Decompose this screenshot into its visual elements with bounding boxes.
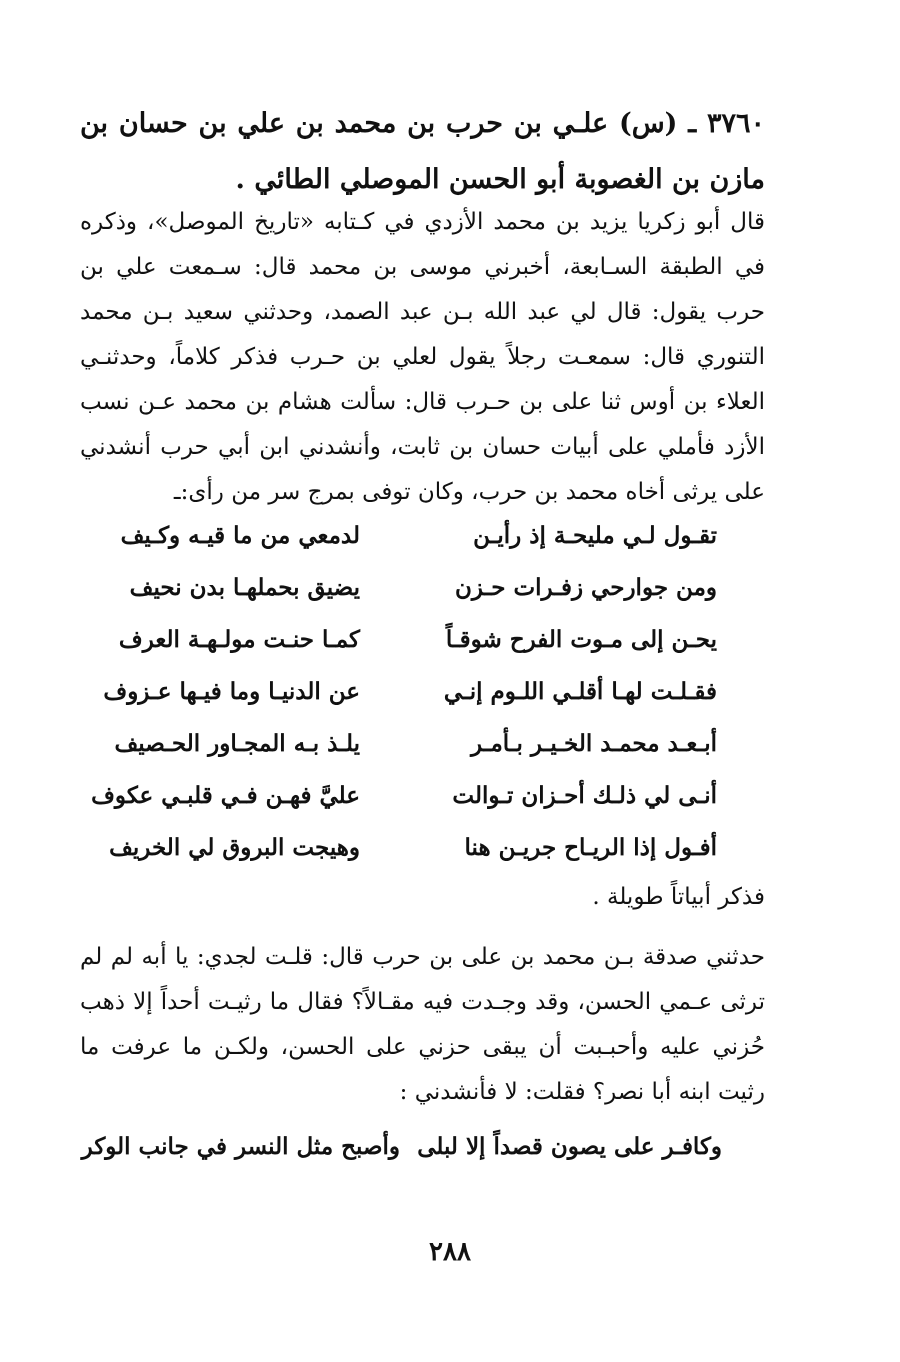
entry-paragraph-1: قال أبو زكريا يزيد بن محمد الأزدي في كـتابه «تاريخ الموصل»، وذكره في الطبقة السـابعة، أخبرني موسى بن محمد قال: سـمعت علي بن حرب يقول: قال لي عبد الله بـن عبد الصمد، وحدثني سعيد بـن محمد التنوري قال: سمعـت رجلاً يقول لعلي بن حـرب فذكر كلاماً، وحدثنـي العلاء بن أوس ثنا على بن حـرب قال: سألت هشام بن محمد عـن نسب الأزد فأملي على أبيات حسان بن ثابت، وأنشدني ابن أبي حرب أنشدني على يرثى أخاه محمد بن حرب، وكان توفى بمرج سر من رأى:ـ <box>80 209 765 505</box>
poem-1-verse-3-second: كمـا حنـت مولـهـة العرف <box>118 626 360 653</box>
verses-note: فذكر أبياتاً طويلة . <box>592 884 765 910</box>
poem-2-verse-1-first: وكافـر على يصون قصداً إلا لبلى <box>417 1133 722 1160</box>
poem-1-verse-5-second: يلـذ بـه المجـاور الحـصيف <box>114 730 360 757</box>
poem-1-verse-6-second: عليَّ فهـن فـي قلبـي عكوف <box>91 782 360 809</box>
poem-2-verse-1-second: وأصبح مثل النسر في جانب الوكر <box>81 1133 400 1160</box>
entry-paragraph-2: حدثني صدقة بـن محمد بن على بن حرب قال: قلـت لجدي: يا أبه لم لم ترثى عـمي الحسن، وقد وجـدت فيه مقـالاً؟ فقال ما رثيـت أحداً إلا ذهب حُزني عليه وأحبـبت أن يبقى حزني على الحسن، ولكـن ما عرفت ما رثيت ابنه أبا نصر؟ فقلت: لا فأنشدني : <box>80 944 765 1105</box>
entry-heading: ٣٧٦٠ ـ (س) علـي بن حرب بن محمد بن علي بن حسان بن مازن بن الغصوبة أبو الحسن الموصلي الطائي . <box>80 108 765 195</box>
page-number: ٢٨٨ <box>429 1237 471 1267</box>
poem-1-verse-7-first: أفـول إذا الريـاح جريـن هنا <box>464 834 717 861</box>
poem-1-verse-5-first: أبـعـد محمـد الخـيـر بـأمـر <box>471 730 717 757</box>
poem-1-verse-7-second: وهيجت البروق لي الخريف <box>109 834 360 861</box>
poem-1-verse-4-first: فقـلـت لهـا أقلـي اللـوم إنـي <box>443 678 717 705</box>
poem-1-verse-2-first: ومن جوارحي زفـرات حـزن <box>454 574 717 601</box>
poem-1-verse-6-first: أنـى لي ذلـك أحـزان تـوالت <box>452 782 717 809</box>
poem-1-verse-3-first: يحـن إلى مـوت الفرح شوقـاً <box>445 626 717 653</box>
poem-1-verse-1-first: تقـول لـي مليحـة إذ رأيـن <box>473 522 717 549</box>
poem-1-verse-1-second: لدمعي من ما قيـه وكـيف <box>120 522 360 549</box>
poem-1-verse-2-second: يضيق بحملهـا بدن نحيف <box>129 574 360 601</box>
poem-1-verse-4-second: عن الدنيـا وما فيـها عـزوف <box>103 678 360 705</box>
